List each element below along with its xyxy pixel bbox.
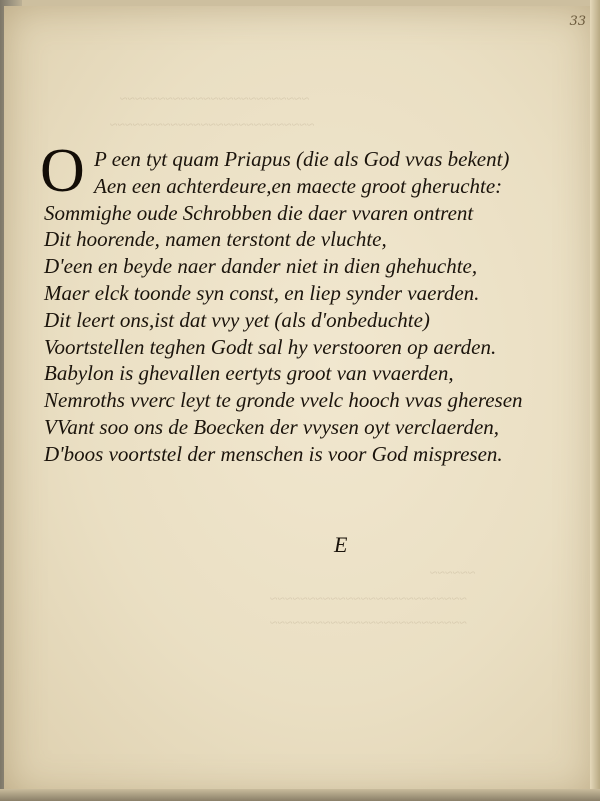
poem-line: Dit hoorende, namen terstont de vluchte, [44, 227, 387, 252]
page-number: 33 [569, 14, 586, 29]
catchword: E [334, 532, 348, 557]
poem-line: Nemroths vverc leyt te gronde vvelc hooch vvas gheresen [44, 388, 523, 413]
show-through-mark: ~~~~~~~~~~~~~~~~~~~~~~~~~ [120, 92, 310, 107]
page-edge-bottom [0, 789, 600, 801]
poem-line: Maer elck toonde syn const, en liep synder vaerden. [44, 280, 480, 305]
poem-line: D'een en beyde naer dander niet in dien ghehuchte, [44, 254, 478, 279]
poem-line: Babylon is ghevallen eertyts groot van vvaerden, [44, 361, 454, 386]
poem-line: Sommighe oude Schrobben die daer vvaren ontrent [44, 200, 474, 225]
page-edge-right [590, 0, 600, 801]
show-through-mark: ~~~~~~ [430, 566, 476, 581]
poem-opening [40, 137, 564, 205]
drop-cap-initial: O [40, 137, 85, 205]
show-through-mark: ~~~~~~~~~~~~~~~~~~~~~~~~~~ [270, 616, 467, 631]
poem-line: P een tyt quam Priapus (die als God vvas bekent) [94, 147, 510, 171]
poem-line: D'boos voortstel der menschen is voor God mispresen. [44, 441, 503, 466]
show-through-mark: ~~~~~~~~~~~~~~~~~~~~~~~~~~ [270, 592, 467, 607]
poem-line: Aen een achterdeure,en maecte groot gheruchte: [94, 173, 503, 198]
show-through-mark: ~~~~~~~~~~~~~~~~~~~~~~~~~~~ [110, 118, 315, 133]
poem-line: Dit leert ons,ist dat vvy yet (als d'onbeduchte) [44, 307, 430, 332]
poem-line: Voortstellen teghen Godt sal hy verstooren op aerden. [44, 334, 497, 359]
poem-block [40, 137, 564, 468]
poem-line: VVant soo ons de Boecken der vvysen oyt verclaerden, [44, 414, 500, 439]
